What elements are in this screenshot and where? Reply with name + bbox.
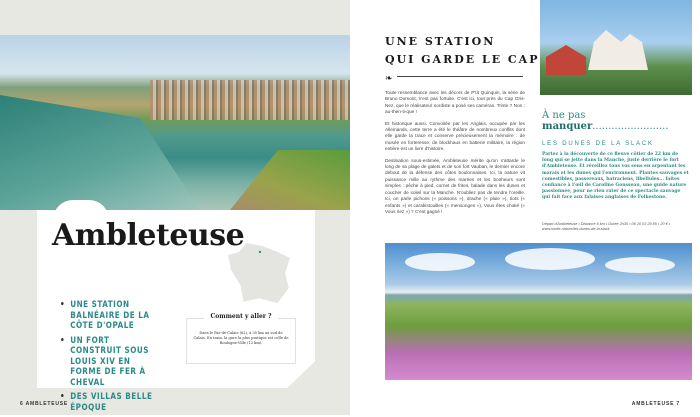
- page-title: Ambleteuse: [52, 218, 245, 253]
- highlights-list: [60, 300, 170, 417]
- panel-tab: [53, 200, 109, 220]
- label-line-2: manquer: [542, 121, 593, 132]
- dunes-photo: [385, 243, 692, 380]
- folio-right: AMBLETEUSE 7: [631, 401, 680, 407]
- cloud: [505, 248, 595, 270]
- paragraph: Et historique aussi. Convoitée par les Anglais, occupée par les Allemands, cette terre a été le théâtre de nombreux conflits dont elle garde la trace et conserve précieusement la mémoire : de musée en forteresse, de blockhaus en batterie militaire, la région entière est un livre d'histoire.: [385, 120, 525, 152]
- villa-photo: [540, 0, 692, 95]
- ornament-icon: ❧: [385, 73, 393, 83]
- sidebar-text: Partez à la découverte de ce fleuve côtier de 22 km de long qui se jette dans la Manche, juste derrière le fort d'Ambleteuse. Et réveillez tous vos sens en arpentant les marais et les dunes qui l'environnent. Plantes sauvages et comestibles, passereaux, batraciens, libellules... faites confiance à l'œil de Caroline Gonsseau, une guide nature passionnée, pour ne rien rater de ce spectacle sauvage qui fait face aux falaises anglaises de Folkestone.: [542, 152, 689, 201]
- section-heading: [385, 33, 539, 69]
- heading-line-1: UNE STATION: [385, 35, 496, 48]
- heading-rule: [397, 76, 523, 77]
- fields-area: [230, 150, 350, 210]
- aerial-coast-photo: [0, 35, 350, 210]
- highlight-item: • UN FORT CONSTRUIT SOUS LOUIS XIV EN FORME DE FER À CHEVAL: [60, 336, 154, 389]
- sidebar-heading: LES DUNES DE LA SLACK: [542, 141, 654, 147]
- folio-left: 6 AMBLETEUSE: [20, 401, 69, 407]
- cloud: [405, 253, 475, 271]
- highlight-item: • DES VILLAS BELLE ÉPOQUE: [60, 392, 154, 413]
- heading-line-2: QUI GARDE LE CAP: [385, 53, 540, 66]
- title-dot: .: [258, 240, 262, 256]
- how-to-text: Dans le Pas-de-Calais (62), à 30 km au sud de Calais. En train, la gare la plus pratique est celle de Boulogne-Ville (12 km).: [193, 331, 289, 345]
- sidebar-info: Départ d'Ambleteuse • Distance 6 km • Durée 2h30 • 06 10 03 29 85 • 20 € • www.sortie-nature/les-dunes-de-la-slack: [542, 222, 671, 231]
- dots-leader: ........................: [592, 121, 669, 132]
- label-line-1: À ne pas: [542, 110, 586, 121]
- how-to-get-there-box: [186, 313, 296, 364]
- paragraph: Toute ressemblance avec les décors de P'tit Quinquin, la série de Bruno Dumont, n'est pas fortuite. C'est ici, tout près du Cap Gris-Nez, que le réalisateur nordiste a posé ses caméras. Triste ? Non : au-then-ti-que !: [385, 90, 525, 115]
- highlight-item: • UNE STATION BALNÉAIRE DE LA CÔTE D'OPALE: [60, 300, 154, 332]
- villa-house: [588, 30, 648, 70]
- red-house: [546, 45, 586, 75]
- article-body: [385, 90, 525, 220]
- cloud: [605, 257, 675, 273]
- sidebar-label: [542, 110, 669, 132]
- how-to-title: Comment y aller ?: [204, 313, 278, 320]
- town-area: [150, 80, 350, 120]
- paragraph: Destination sous-estimée, Ambleteuse mérite qu'on s'attarde le long de sa plage de galets et de son fort Vauban, le dernier encore debout de la défense des côtes boulonnaises. Ici, la nature vit puissance mille au rythme des marées et les bonheurs sont simples : pêche à pied, cornet de frites, balade dans les dunes et coucher de soleil sur la Manche. N'oubliez pas de tendre l'oreille. Ici, on parle pichons (« poissons »), drache (« pluie »), tiots (« enfants ») et carabistouilles (« mensonges »). Vous êtes choké (« Vous riez ») ? C'est gagné !: [385, 157, 525, 214]
